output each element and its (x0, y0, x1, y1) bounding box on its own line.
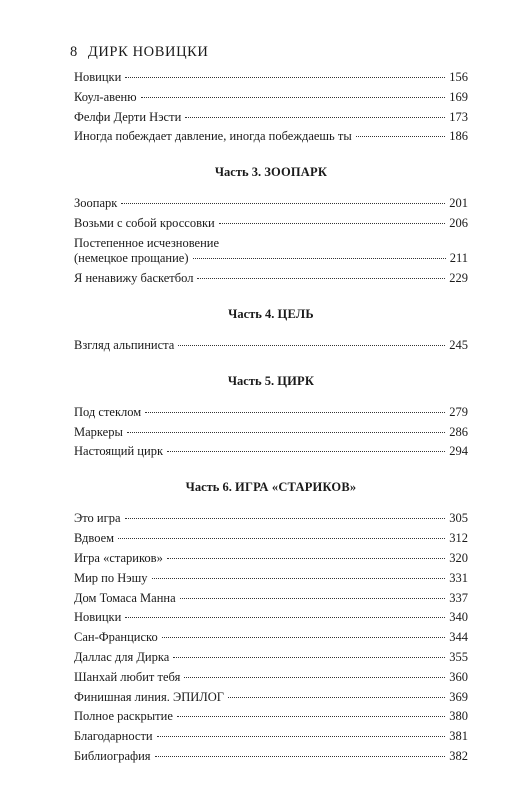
toc-entry-page: 381 (449, 729, 468, 744)
toc-entry[interactable] (74, 650, 468, 665)
toc-entry-page: 380 (449, 709, 468, 724)
dot-leader (157, 735, 446, 737)
toc-entry-page: 320 (449, 550, 468, 565)
dot-leader (121, 202, 445, 204)
toc-entry-title-line1: Постепенное исчезновение (74, 235, 219, 250)
toc-entry-title: Маркеры (74, 424, 123, 439)
toc-entry-page: 173 (449, 109, 468, 124)
dot-leader (118, 537, 445, 539)
dot-leader (167, 450, 445, 452)
toc-entry-title: Коул-авеню (74, 89, 137, 104)
toc-entry-page: 229 (449, 270, 468, 285)
toc-entry-title: Полное раскрытие (74, 709, 173, 724)
dot-leader (127, 431, 445, 433)
toc-entry-page: 312 (449, 531, 468, 546)
toc-entry-page: 286 (449, 424, 468, 439)
toc-entry-title: Новицки (74, 610, 122, 625)
part-heading-6 (74, 480, 468, 495)
part-label: Часть 5. (227, 373, 275, 388)
dot-leader (152, 577, 446, 579)
running-header (70, 44, 208, 61)
toc-entry-title: Мир по Нэшу (74, 570, 148, 585)
toc-entry[interactable] (74, 610, 468, 625)
toc-entry[interactable] (74, 216, 468, 231)
toc-entry[interactable] (74, 129, 468, 144)
toc-entry[interactable] (74, 690, 468, 705)
toc-entry[interactable] (74, 591, 468, 606)
toc-entry[interactable] (74, 571, 468, 586)
toc-entry-page: 186 (449, 129, 468, 144)
toc-entry-page: 344 (449, 630, 468, 645)
toc-entry[interactable] (74, 630, 468, 645)
toc-entry-title: Вдвоем (74, 531, 115, 546)
part-label: Часть 4. (228, 306, 275, 321)
dot-leader (180, 597, 446, 599)
dot-leader (228, 696, 445, 698)
toc-entry-title: Настоящий цирк (74, 444, 164, 459)
page-number: 8 (70, 44, 78, 60)
toc-entry-page: 355 (449, 649, 468, 664)
dot-leader (177, 715, 445, 717)
toc-entry[interactable] (74, 444, 468, 459)
toc-entry-row2 (74, 251, 468, 266)
toc-entry-page: 305 (449, 511, 468, 526)
toc-entry-multiline[interactable] (74, 236, 468, 266)
part-label: Часть 3. (214, 165, 262, 180)
toc-entry-title: Я ненавижу баскетбол (74, 270, 194, 285)
dot-leader (141, 96, 446, 98)
toc-entry-title: Иногда побеждает давление, иногда побеждаешь ты (74, 129, 352, 144)
toc-entry[interactable] (74, 425, 468, 440)
dot-leader (145, 411, 445, 413)
toc-entry[interactable] (74, 90, 468, 105)
dot-leader (184, 676, 445, 678)
toc-entry[interactable] (74, 70, 468, 85)
toc-entry-page: 169 (449, 89, 468, 104)
dot-leader (167, 557, 445, 559)
toc-entry-page: 294 (449, 444, 468, 459)
toc-entry[interactable] (74, 531, 468, 546)
toc-entry[interactable] (74, 670, 468, 685)
toc-entry[interactable] (74, 749, 468, 764)
toc-entry-title: Дом Томаса Манна (74, 590, 176, 605)
toc-entry-title-line2: (немецкое прощание) (74, 250, 189, 265)
part-title: ЗООПАРК (264, 165, 328, 180)
toc-entry[interactable] (74, 271, 468, 286)
toc-entry-page: 340 (449, 610, 468, 625)
toc-entry-title: Даллас для Дирка (74, 649, 170, 664)
dot-leader (125, 76, 445, 78)
toc-entry[interactable] (74, 709, 468, 724)
dot-leader (125, 517, 446, 519)
part-heading-5 (74, 374, 468, 389)
part-label: Часть 6. (185, 480, 232, 495)
running-title: ДИРК НОВИЦКИ (87, 44, 209, 60)
toc-entry-page: 206 (449, 216, 468, 231)
toc-entry-page: 331 (449, 570, 468, 585)
dot-leader (356, 135, 446, 137)
dot-leader (185, 116, 445, 118)
toc-entry-page: 279 (449, 404, 468, 419)
toc-entry-title: Фелфи Дерти Нэсти (74, 109, 182, 124)
toc-entry[interactable] (74, 338, 468, 353)
part-heading-3 (74, 165, 468, 180)
dot-leader (178, 344, 445, 346)
toc-entry-title: Благодарности (74, 729, 153, 744)
toc-entry[interactable] (74, 551, 468, 566)
toc-entry-title: Сан-Франциско (74, 630, 158, 645)
dot-leader (193, 257, 446, 259)
toc-entry-title: Это игра (74, 511, 121, 526)
toc-entry-title: Шанхай любит тебя (74, 669, 181, 684)
dot-leader (162, 636, 446, 638)
part-heading-4 (74, 307, 468, 322)
dot-leader (125, 616, 445, 618)
part-title: ЦИРК (277, 373, 315, 388)
part-title: ИГРА «СТАРИКОВ» (235, 480, 357, 495)
toc-entry-title: Новицки (74, 70, 122, 84)
toc-entry-title: Взгляд альпиниста (74, 337, 175, 352)
toc-entry[interactable] (74, 405, 468, 420)
dot-leader (155, 755, 446, 757)
toc-entry-page: 201 (449, 196, 468, 211)
toc-entry-page: 245 (449, 337, 468, 352)
toc-entry[interactable] (74, 729, 468, 744)
table-of-contents (74, 70, 468, 769)
toc-entry-title: Библиография (74, 748, 151, 763)
part-title: ЦЕЛЬ (277, 306, 314, 321)
toc-entry-page: 360 (449, 669, 468, 684)
toc-entry-page: 337 (449, 590, 468, 605)
toc-entry-title: Возьми с собой кроссовки (74, 216, 215, 231)
toc-entry[interactable] (74, 511, 468, 526)
toc-entry-title: Под стеклом (74, 404, 142, 419)
toc-entry-page: 156 (449, 70, 468, 84)
toc-entry-title: Игра «стариков» (74, 550, 163, 565)
toc-entry[interactable] (74, 110, 468, 125)
dot-leader (219, 222, 446, 224)
toc-entry-page: 369 (449, 689, 468, 704)
toc-entry-page: 382 (449, 748, 468, 763)
toc-entry-title: Финишная линия. ЭПИЛОГ (74, 689, 225, 704)
dot-leader (173, 656, 445, 658)
toc-entry-page: 211 (449, 250, 468, 265)
dot-leader (197, 277, 445, 279)
toc-entry[interactable] (74, 196, 468, 211)
toc-entry-title: Зоопарк (74, 196, 118, 211)
